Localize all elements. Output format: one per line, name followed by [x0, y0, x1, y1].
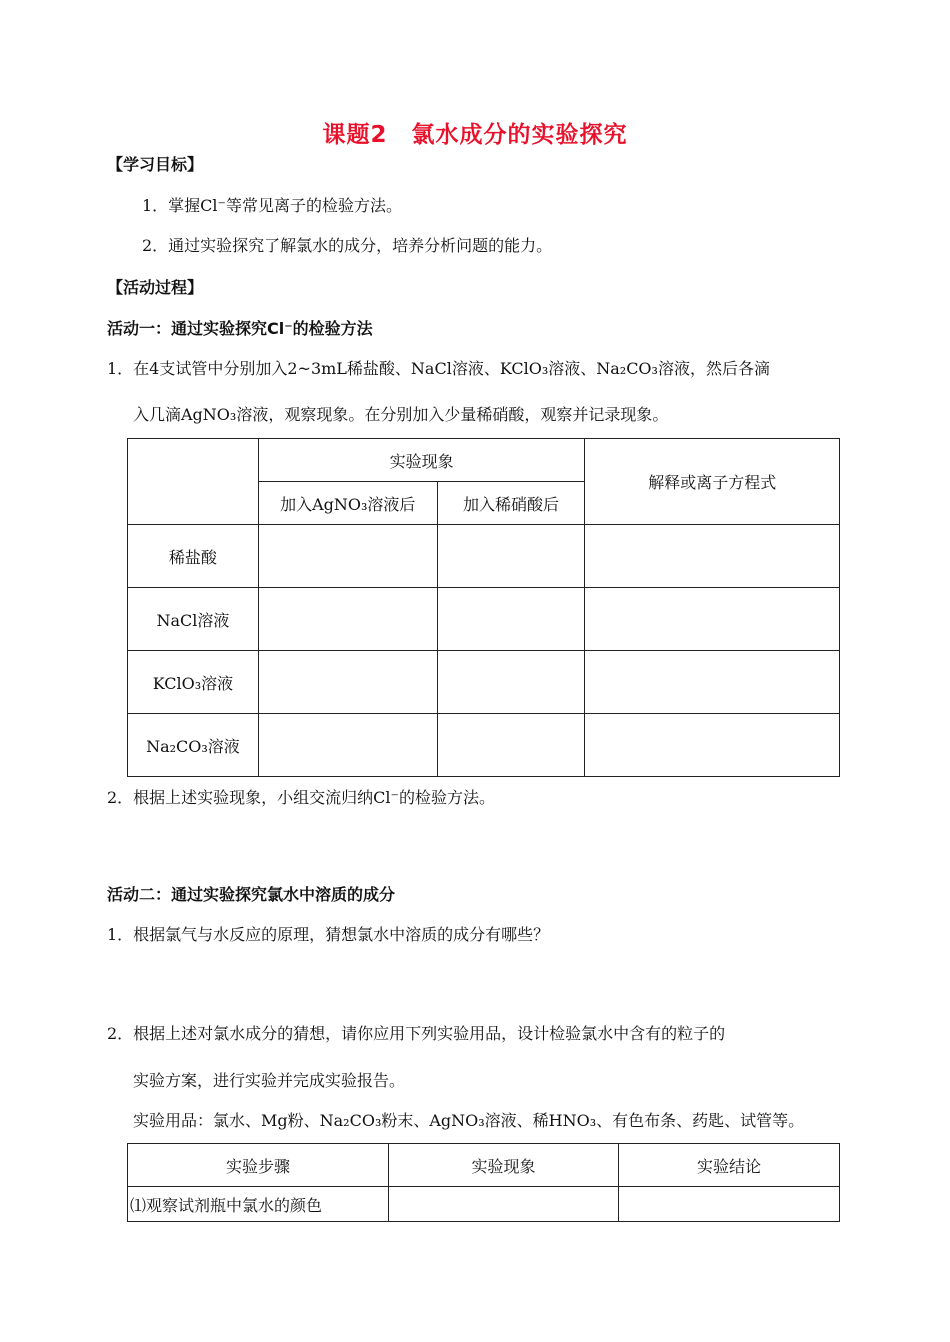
table-cell [258, 714, 437, 777]
table-cell [437, 651, 585, 714]
row-label-kclo3: KClO₃溶液 [128, 651, 259, 714]
activity2-heading: 活动二：通过实验探究氯水中溶质的成分 [107, 885, 396, 904]
table-cell [258, 651, 437, 714]
subheader-hno3: 加入稀硝酸后 [437, 482, 585, 525]
table-cell [437, 525, 585, 588]
table-corner-cell [128, 439, 259, 525]
table-cell [585, 525, 840, 588]
page-title: 课题2 氯水成分的实验探究 [322, 122, 628, 148]
cl-test-table [127, 438, 840, 777]
activity2-question2-line1: 2．根据上述对氯水成分的猜想，请你应用下列实验用品，设计检验氯水中含有的粒子的 [107, 1024, 726, 1043]
activity2-question1: 1．根据氯气与水反应的原理，猜想氯水中溶质的成分有哪些？ [107, 925, 550, 944]
header-explain: 解释或离子方程式 [585, 439, 840, 525]
table-cell [619, 1187, 840, 1222]
table-cell [437, 714, 585, 777]
row1-step: ⑴观察试剂瓶中氯水的颜色 [128, 1187, 389, 1222]
header-phenomena: 实验现象 [258, 439, 585, 482]
header-conclusion: 实验结论 [619, 1144, 840, 1187]
activity1-step2: 2．根据上述实验现象，小组交流归纳Cl⁻的检验方法。 [107, 788, 495, 807]
activity1-step1-line2: 入几滴AgNO₃溶液，观察现象。在分别加入少量稀硝酸，观察并记录现象。 [133, 405, 669, 424]
header-step: 实验步骤 [128, 1144, 389, 1187]
activity2-question2-line2: 实验方案，进行实验并完成实验报告。 [133, 1071, 406, 1090]
table-cell [437, 588, 585, 651]
row-label-na2co3: Na₂CO₃溶液 [128, 714, 259, 777]
goal-item-2: 2．通过实验探究了解氯水的成分，培养分析问题的能力。 [142, 236, 553, 255]
table-cell [258, 525, 437, 588]
header-phenomenon: 实验现象 [389, 1144, 619, 1187]
table-cell [389, 1187, 619, 1222]
activity2-materials: 实验用品：氯水、Mg粉、Na₂CO₃粉末、AgNO₃溶液、稀HNO₃、有色布条、药匙、试管等。 [133, 1111, 805, 1130]
table-cell [585, 714, 840, 777]
activity1-step1-line1: 1．在4支试管中分别加入2~3mL稀盐酸、NaCl溶液、KClO₃溶液、Na₂CO₃溶液，然后各滴 [107, 359, 770, 378]
goal-item-1: 1．掌握Cl⁻等常见离子的检验方法。 [142, 196, 402, 215]
table-cell [585, 651, 840, 714]
table-cell [585, 588, 840, 651]
chlorine-water-report-table [127, 1143, 840, 1222]
activity1-heading: 活动一：通过实验探究Cl⁻的检验方法 [107, 319, 373, 338]
row-label-hcl: 稀盐酸 [128, 525, 259, 588]
activity-process-heading: 【活动过程】 [107, 278, 204, 297]
row-label-nacl: NaCl溶液 [128, 588, 259, 651]
subheader-agno3: 加入AgNO₃溶液后 [258, 482, 437, 525]
learning-goals-heading: 【学习目标】 [107, 155, 204, 174]
table-cell [258, 588, 437, 651]
